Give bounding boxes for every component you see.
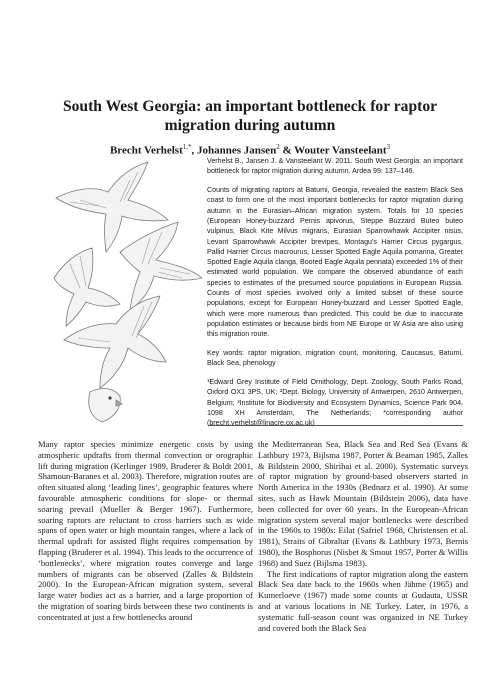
- abstract-text: Counts of migrating raptors at Batumi, Georgia, revealed the eastern Black Sea coast to form one of the most important bottlenecks for raptor migration during autumn in the Eurasian–African migration system. Totals for 10 species (European Honey-buzzard Pernis apivorus, Steppe Buzzard Buteo buteo vulpinus, Black Kite Milvus migrans, Eurasian Sparrowhawk Accipiter nisus, Levant Sparrowhawk Accipiter brevipes, Montagu's Harrier Circus pygargus, Pallid Harrier Circus macrourus, Lesser Spotted Eagle Aquila pomarina, Greater Spotted Eagle Aquila clanga, Booted Eagle Aquila pennata) exceeded 1% of their estimated world population. We compare the observed abundance of each species to estimates of the presumed source populations in European Russia. Counts of most species involved only a limited subset of these source populations, except for European Honey-buzzard and Lesser Spotted Eagle, which were more numerous than predicted. This could be due to inaccurate population estimates or because birds from NE Europe or W Asia are also using this migration route.: [207, 186, 463, 339]
- author-name: Johannes Jansen: [197, 144, 277, 157]
- body-paragraph: The first indications of raptor migration along the eastern Black Sea date back to the 1960s when Jähme (1965) and Kumerloeve (1967) made some counts at Gudauta, USSR and at various locations in NE Turkey. Later, in 1976, a systematic full-season count was organized in NE Turkey and covered both the Black Sea: [258, 568, 468, 633]
- raptor-sketch-3: [54, 248, 120, 326]
- author-name: Brecht Verhelst: [109, 144, 183, 157]
- keywords: Key words: raptor migration, migration count, monitoring, Caucasus, Batumi, Black Sea, phenology: [207, 349, 463, 368]
- body-paragraph: Many raptor species minimize energetic costs by using atmospheric updrafts from thermal convection or orographic lift during migration (Kerlinger 1989, Bruderer & Boldt 2001, Shamoun-Baranes et al. 2003). Therefore, migration routes are often situated along ‘leading lines’, geographic features where favourable atmospheric conditions for slope- or thermal soaring prevail (Mueller & Berger 1967). Furthermore, soaring raptors are reluctant to cross barriers such as wide spans of open water or high mountain ranges, where a lack of thermal updraft for assisted flight requires compensation by flapping (Bruderer et al. 1994). This leads to the occurrence of ‘bottlenecks’, where migration routes converge and large numbers of migrants can be observed (Zalles & Bildstein 2000). In the European-African migration system, several large water bodies act as a barrier, and a large proportion of the migration of soaring birds between these two continents is concentrated at just a few bottlenecks around: [38, 439, 253, 622]
- body-column-left: [38, 439, 253, 623]
- author-separator: ,: [191, 144, 198, 157]
- paper-title: South West Georgia: an important bottleneck for raptor migration during autumn: [62, 98, 438, 134]
- affiliations: ¹Edward Grey Institute of Field Ornithology, Dept. Zoology, South Parks Road, Oxford OX1 3PS, UK; ²Dept. Biology, University of Antwerpen, 2610 Antwerpen, Belgium; ³Institute for Biodiversity and Ecosystem Dynamics, Science Park 904, 1098 XH Amsterdam, The Netherlands; *corresponding author (brecht.verhelst@linacre.ox.ac.uk): [207, 378, 463, 428]
- author-separator: &: [279, 144, 295, 157]
- abstract-block: [207, 156, 463, 437]
- author-affiliation-mark: 3: [386, 143, 391, 151]
- body-paragraph: the Mediterranean Sea, Black Sea and Red Sea (Evans & Lathbury 1973, Bijlsma 1987, Porter & Beaman 1985, Zalles & Bildstein 2000, Shirihai et al. 2000). Systematic surveys of raptor migration by ground-based observers started in North America in the 1930s (Bednarz et al. 1990). At some sites, such as Hawk Mountain (Bildstein 2006), data have been collected for over 60 years. In the European-African migration system several major bottlenecks were described in the 1960s to 1980s: Eilat (Safriel 1968, Christensen et al. 1981), Straits of Gibraltar (Evans & Lathbury 1973, Bernis 1980), the Bosphorus (Nisbet & Smout 1957, Porter & Willis 1968) and Suez (Bijlsma 1983).: [258, 439, 468, 568]
- body-column-right: [258, 439, 468, 633]
- raptor-sketch-2: [120, 222, 202, 310]
- author-affiliation-mark: 1,*: [182, 143, 192, 151]
- abstract-divider: [208, 425, 463, 426]
- citation: Verhelst B., Jansen J. & Vansteelant W. 2011. South West Georgia: an important bottleneck for raptor migration during autumn. Ardea 99: 137–146.: [207, 157, 463, 176]
- author-name: Wouter Vansteelant: [294, 144, 387, 157]
- author-list: [40, 143, 460, 157]
- raptor-illustration: [50, 160, 205, 425]
- author-affiliation-mark: 2: [276, 143, 280, 151]
- raptor-sketch-5: [89, 389, 122, 422]
